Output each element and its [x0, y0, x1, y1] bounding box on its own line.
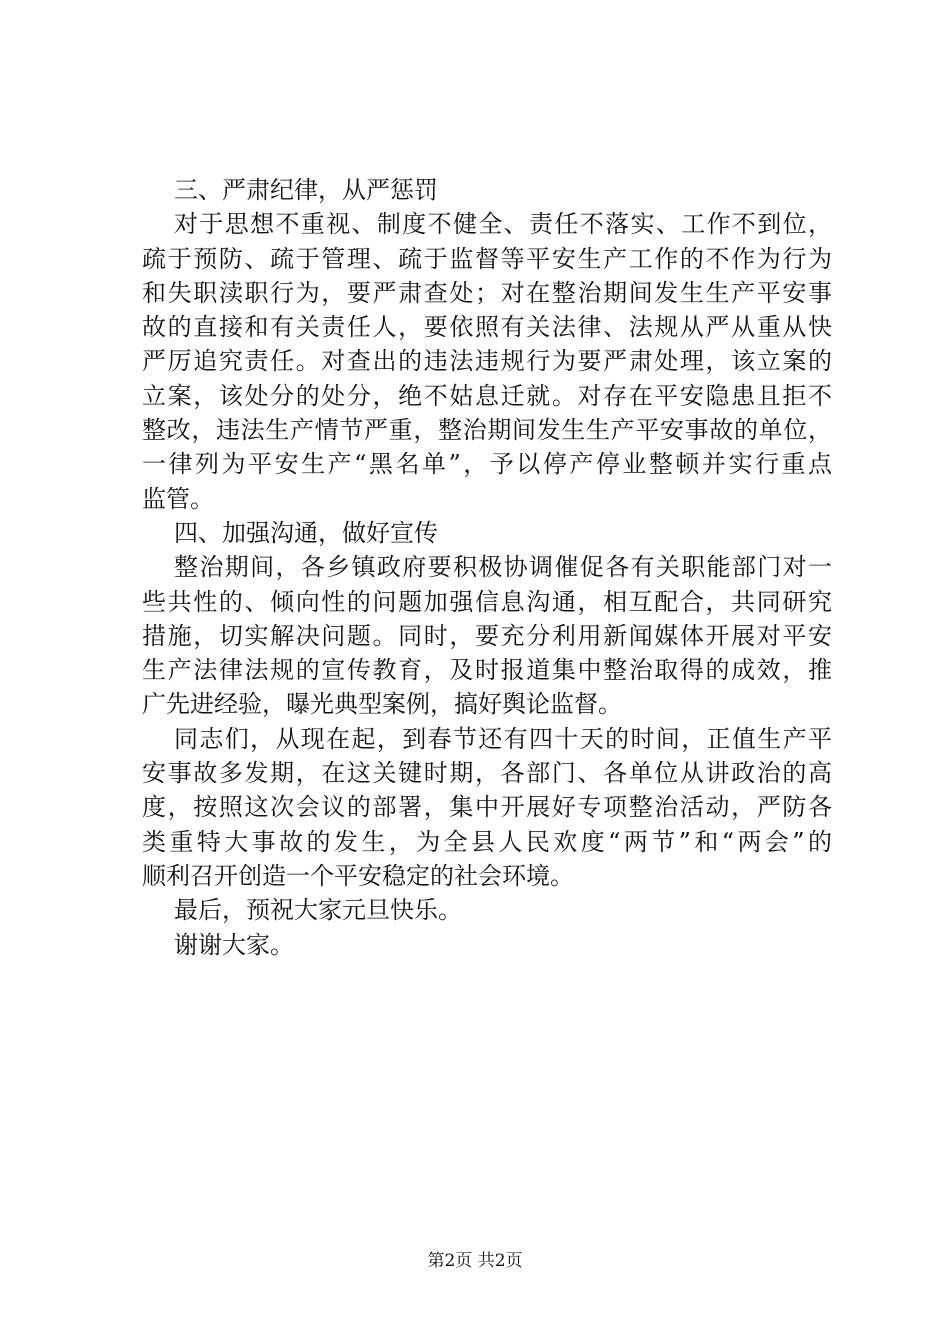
text-line: 对于思想不重视、制度不健全、责任不落实、工作不到位， [174, 210, 832, 239]
text-line: 疏于预防、疏于管理、疏于监督等平安生产工作的不作为行为 [142, 244, 832, 273]
text-line: 整改，违法生产情节严重，整治期间发生生产平安事故的单位， [142, 416, 832, 445]
paragraph [142, 722, 832, 893]
text-line: 四、加强沟通，做好宣传 [174, 518, 438, 547]
text-line: 谢谢大家。 [174, 930, 294, 959]
text-line: 度，按照这次会议的部署，集中开展好专项整治活动，严防各 [142, 793, 832, 822]
text-line: 生产法律法规的宣传教育，及时报道集中整治取得的成效，推 [142, 656, 832, 685]
text-line: 同志们，从现在起，到春节还有四十天的时间，正值生产平 [174, 724, 832, 753]
section-heading [142, 173, 832, 207]
text-line: 故的直接和有关责任人，要依照有关法律、法规从严从重从快 [142, 313, 832, 342]
text-line: 顺利召开创造一个平安稳定的社会环境。 [142, 861, 574, 890]
paragraph [142, 893, 832, 927]
text-line: 类重特大事故的发生，为全县人民欢度“两节”和“两会”的 [142, 827, 832, 856]
section-heading [142, 516, 832, 550]
text-line: 广先进经验，曝光典型案例，搞好舆论监督。 [142, 690, 622, 719]
text-line: 最后，预祝大家元旦快乐。 [174, 896, 462, 925]
text-line: 整治期间，各乡镇政府要积极协调催促各有关职能部门对一 [174, 553, 832, 582]
text-line: 三、严肃纪律，从严惩罚 [174, 176, 438, 204]
text-line: 些共性的、倾向性的问题加强信息沟通，相互配合，共同研究 [142, 587, 832, 616]
page-footer: 第2页 共2页 [427, 1251, 523, 1271]
text-line: 立案，该处分的处分，绝不姑息迁就。对存在平安隐患且拒不 [142, 381, 832, 410]
text-line: 严厉追究责任。对查出的违法违规行为要严肃处理，该立案的 [142, 347, 832, 376]
document-body [142, 173, 832, 962]
text-line: 一律列为平安生产“黑名单”，予以停产停业整顿并实行重点 [142, 450, 832, 479]
text-line: 措施，切实解决问题。同时，要充分利用新闻媒体开展对平安 [142, 621, 832, 650]
text-line: 和失职渎职行为，要严肃查处；对在整治期间发生生产平安事 [142, 278, 832, 307]
text-line: 监管。 [142, 484, 214, 513]
paragraph [142, 550, 832, 721]
paragraph [142, 207, 832, 516]
paragraph [142, 928, 832, 962]
text-line: 安事故多发期，在这关键时期，各部门、各单位从讲政治的高 [142, 759, 832, 788]
